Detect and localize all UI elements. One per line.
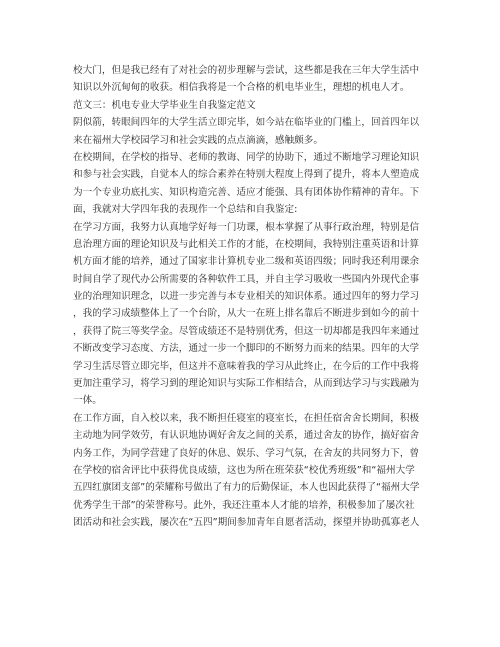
text-line: 息治理方面的理论知识及与此相关工作的才能，在校期间，我特别注重英语和计算	[73, 238, 420, 250]
text-line: 和参与社会实践，自觉本人的综合素养在特别大程度上得到了提升，将本人塑造成	[73, 169, 420, 181]
text-line: 机方面才能的培养，通过了国家非计算机专业二级和英语四级；同时我还利用课余	[73, 256, 420, 268]
text-line: 优秀学生干部”的荣誉称号。此外，我还注重本人才能的培养，积极参加了屡次社	[73, 499, 415, 511]
text-line: 不断改变学习态度、方法，通过一步一个脚印的不断努力而来的结果。四年的大学	[73, 343, 420, 355]
text-line: 学习生活尽管立即完毕，但这并不意味着我的学习从此终止，在今后的工作中我将	[73, 360, 420, 372]
section-heading: 范文三：机电专业大学毕业生自我鉴定范文	[73, 99, 256, 111]
text-line: 在学校的宿舍评比中获得优良成绩，这也为所在班荣获“校优秀班级”和“福州大学	[73, 464, 415, 476]
text-line: 为一个专业功底扎实、知识构造完善、适应才能强、具有团体协作精神的青年。下	[73, 186, 420, 198]
text-line: 一体。	[73, 395, 102, 407]
text-line: 更加注重学习，将学习到的理论知识与实际工作相结合，从而到达学习与实践融为	[73, 378, 420, 390]
document-body	[73, 62, 433, 532]
text-line: 内务工作，为同学营建了良好的休息、娱乐、学习气氛，在舍友的共同努力下，曾	[73, 447, 420, 459]
text-line: 时间自学了现代办公所需要的各种软件工具，并自主学习吸收一些国内外现代企事	[73, 273, 420, 285]
text-line: 面，我就对大学四年我的表现作一个总结和自我鉴定:	[73, 204, 298, 216]
text-line: 来在福州大学校园学习和社会实践的点点滴滴，感触颇多。	[73, 134, 323, 146]
text-line: 团活动和社会实践，屡次在“五四”期间参加青年自愿者活动，探望并协助孤寡老人	[73, 517, 420, 529]
text-line: 在校期间，在学校的指导、老师的教诲、同学的协助下，通过不断地学习理论知识	[73, 151, 420, 163]
text-line: 五四红旗团支部”的荣耀称号做出了有力的后勤保证，本人也因此获得了“福州大学	[73, 482, 420, 494]
text-line: 业的治理知识理念，以进一步完善与本专业相关的知识体系。通过四年的努力学习	[73, 291, 420, 303]
text-line: 知识以外沉甸甸的收获。相信我将是一个合格的机电毕业生，理想的机电人才。	[73, 82, 410, 94]
text-line: 主动地为同学效劳，有认识地协调好舍友之间的关系，通过舍友的协作，搞好宿舍	[73, 430, 420, 442]
text-line: ，我的学习成绩整体上了一个台阶，从大一在班上排名靠后不断进步到如今的前十	[73, 308, 420, 320]
text-line: 校大门，但是我已经有了对社会的初步理解与尝试，这些都是我在三年大学生活中	[73, 65, 420, 76]
text-line: 阴似箭，转眼间四年的大学生活立即完毕，如今站在临毕业的门槛上，回首四年以	[73, 117, 420, 129]
text-line: 在学习方面，我努力认真地学好每一门功课，根本掌握了从事行政治理，特别是信	[73, 221, 420, 233]
text-line: 在工作方面，自入校以来，我不断担任寝室的寝室长，在担任宿舍舍长期间，积极	[73, 412, 420, 424]
text-line: ，获得了院三等奖学金。尽管成绩还不是特别优秀，但这一切却都是我四年来通过	[73, 325, 420, 337]
